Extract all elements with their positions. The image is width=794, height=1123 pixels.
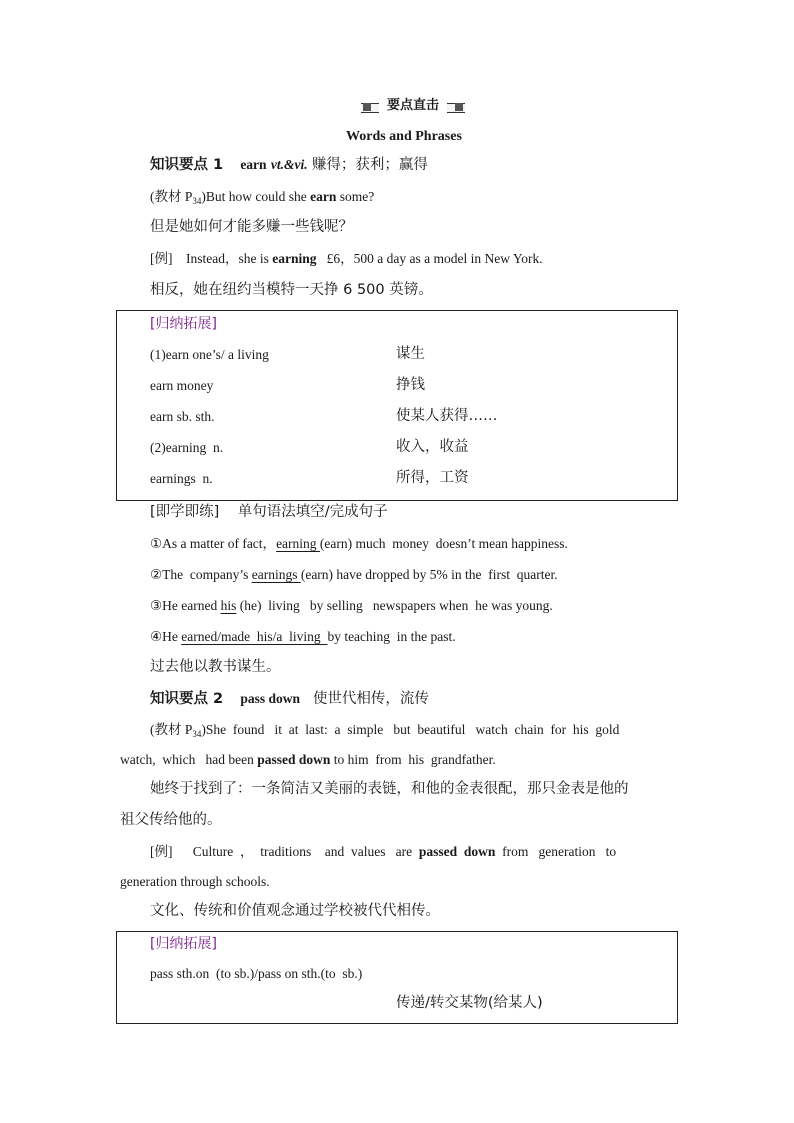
expand-row-5-en: earnings n. <box>150 471 213 486</box>
expand-title-2: [归纳拓展] <box>150 936 217 952</box>
point2-example-line2: generation through schools. <box>120 874 270 889</box>
expand-row-2-cn: 挣钱 <box>396 377 425 393</box>
expand2-phrase-en: pass sth.on (to sb.)/pass on sth.(to sb.) <box>150 966 363 981</box>
source2-bold-term: passed down <box>257 752 331 767</box>
expand-row-1-cn: 谋生 <box>396 346 425 362</box>
example-bold: earning <box>272 251 317 266</box>
section-banner <box>361 100 465 114</box>
practice-item-2-answer: earnings <box>251 567 301 582</box>
source-page-sub: 34 <box>192 196 202 206</box>
banner-text: 要点直击 <box>379 97 447 115</box>
point1-pos: vt.&vi. <box>270 157 308 172</box>
practice-item-3 <box>150 596 553 616</box>
point1-term: earn <box>240 157 267 172</box>
practice-item-1-pre: ①As a matter of fact， <box>150 536 277 551</box>
point1-source-translation: 但是她如何才能多赚一些钱呢？ <box>150 219 353 235</box>
source2-line2-pre: watch, which had been <box>120 752 258 767</box>
source-prefix: (教材 P <box>150 189 193 204</box>
example-label: [例] <box>150 251 173 266</box>
practice-item-3-answer: his <box>220 598 237 613</box>
source-text: )But how could she <box>201 189 311 204</box>
practice-item-1-post: (earn) much money doesn’t mean happiness. <box>319 536 568 551</box>
point1-label: 知识要点 1 <box>150 157 224 173</box>
practice-item-1 <box>150 534 568 554</box>
expand-row-5-cn: 所得，工资 <box>396 470 469 486</box>
example-text-pre: Instead，she is <box>186 251 273 266</box>
expand-row-1-en: (1)earn one’s/ a living <box>150 347 269 362</box>
point2-header <box>150 689 429 709</box>
point1-example <box>150 249 543 269</box>
practice-item-1-answer: earning <box>276 536 320 551</box>
example-text-post: £6，500 a day as a model in New York. <box>326 251 543 266</box>
example2-line1-pre: Culture ， traditions and values are <box>192 844 419 859</box>
point2-term: pass down <box>240 691 300 706</box>
point1-header <box>150 155 428 175</box>
practice-item-4-post: by teaching in the past. <box>327 629 456 644</box>
practice-item-2-post: (earn) have dropped by 5% in the first quarter. <box>300 567 558 582</box>
example2-line1-post: from generation to <box>495 844 617 859</box>
practice-item-4-answer: earned/made his/a living <box>181 629 328 644</box>
expand-row-4-cn: 收入，收益 <box>396 439 469 455</box>
source2-line2-post: to him from his grandfather. <box>330 752 496 767</box>
point2-meaning: 使世代相传，流传 <box>312 691 429 707</box>
practice-description: 单句语法填空/完成句子 <box>237 504 388 520</box>
banner-left-cap <box>363 103 371 111</box>
practice-label: [即学即练] <box>150 504 220 520</box>
expand-row-3-cn: 使某人获得…… <box>396 408 498 424</box>
point2-example-line1 <box>150 842 616 862</box>
example2-label: [例] <box>150 844 173 859</box>
point1-source <box>150 187 374 211</box>
expand2-phrase-cn: 传递/转交某物(给某人) <box>396 995 543 1011</box>
point2-source-line1 <box>150 720 673 744</box>
source-bold-term: earn <box>310 189 337 204</box>
point2-example-translation: 文化、传统和价值观念通过学校被代代相传。 <box>150 903 440 919</box>
banner-right-cap <box>455 103 463 111</box>
practice-item-4-pre: ④He <box>150 629 182 644</box>
source2-prefix: (教材 P <box>150 722 193 737</box>
source-suffix: some? <box>336 189 375 204</box>
point2-source-translation-line1: 她终于找到了：一条简洁又美丽的表链，和他的金表很配，那只金表是他的 <box>150 781 629 797</box>
example2-bold: passed down <box>418 844 496 859</box>
practice-item-2-pre: ②The company’s <box>150 567 252 582</box>
expand-title-1: [归纳拓展] <box>150 316 217 332</box>
source2-page-sub: 34 <box>192 729 202 739</box>
point1-meaning: 赚得；获利；赢得 <box>311 157 428 173</box>
expand-row-3-en: earn sb. sth. <box>150 409 215 424</box>
practice-header <box>150 502 388 522</box>
point1-example-translation: 相反，她在纽约当模特一天挣 6 500 英镑。 <box>150 282 433 298</box>
expand-row-4-en: (2)earning n. <box>150 440 224 455</box>
source2-line1-text: )She found it at last: a simple but beautiful watch chain for his gold <box>201 722 620 737</box>
expand-row-2-en: earn money <box>150 378 214 393</box>
practice-item-4 <box>150 627 456 647</box>
point2-source-line2 <box>120 750 496 770</box>
section-title: Words and Phrases <box>346 129 462 144</box>
practice-translation: 过去他以教书谋生。 <box>150 659 281 675</box>
point2-source-translation-line2: 祖父传给他的。 <box>120 812 222 828</box>
practice-item-3-pre: ③He earned <box>150 598 221 613</box>
practice-item-2 <box>150 565 558 585</box>
practice-item-3-post: (he) living by selling newspapers when he was young. <box>236 598 553 613</box>
point2-label: 知识要点 2 <box>150 691 224 707</box>
